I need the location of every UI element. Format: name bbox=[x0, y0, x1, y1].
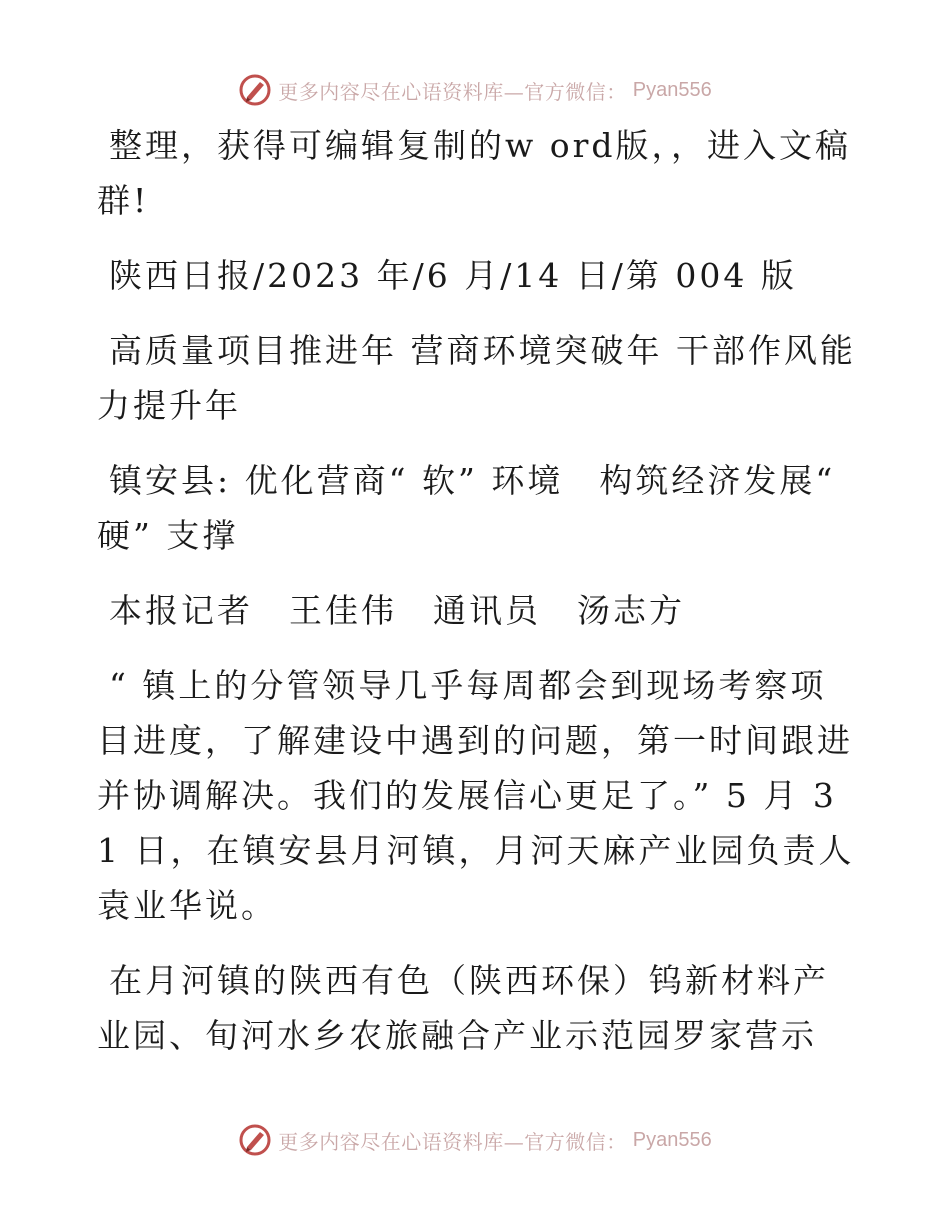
publication-line: 陕西日报/2023 年/6 月/14 日/第 004 版 bbox=[109, 256, 797, 295]
pen-circle-icon bbox=[238, 1123, 272, 1157]
body-paragraph: 在月河镇的陕西有色（陕西环保）钨新材料产业园、旬河水乡农旅融合产业示范园罗家营示 bbox=[97, 961, 829, 1055]
footer-watermark bbox=[0, 1120, 950, 1160]
headline-kicker: 高质量项目推进年 营商环境突破年 干部作风能力提升年 bbox=[97, 331, 856, 425]
watermark-text: 更多内容尽在心语资料库—官方微信： bbox=[278, 79, 627, 104]
byline: 本报记者 王佳伟 通讯员 汤志方 bbox=[109, 591, 685, 630]
watermark-text: 更多内容尽在心语资料库—官方微信： bbox=[278, 1129, 627, 1154]
intro-paragraph: 整理，获得可编辑复制的w ord版，，进入文稿群! bbox=[97, 126, 852, 220]
header-watermark bbox=[0, 70, 950, 110]
article-title: 镇安县: 优化营商“ 软” 环境 构筑经济发展“ 硬” 支撑 bbox=[97, 461, 836, 555]
article-body bbox=[97, 118, 857, 1083]
watermark-account: Pyan556 bbox=[632, 78, 712, 101]
watermark-account: Pyan556 bbox=[632, 1128, 712, 1151]
pen-circle-icon bbox=[238, 73, 272, 107]
body-paragraph: “ 镇上的分管领导几乎每周都会到现场考察项目进度，了解建设中遇到的问题，第一时间跟进并协调解决。我们的发展信心更足了。” 5 月 31 日，在镇安县月河镇，月河天麻产业园负责人袁业华说。 bbox=[97, 666, 855, 925]
